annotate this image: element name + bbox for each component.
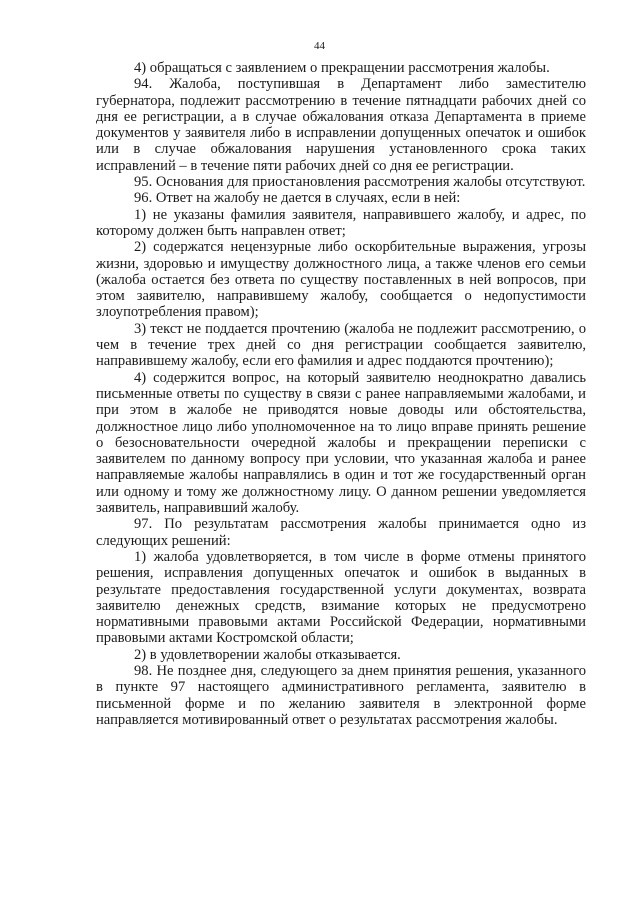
paragraph-98: 98. Не позднее дня, следующего за днем принятия решения, указанного в пункте 97 настоящего административного регламента, заявителю в письменной форме и по желанию заявителя в электронной форме направляется мотивированный ответ о результатах рассмотрения жалобы. bbox=[96, 662, 586, 728]
page-number: 44 bbox=[314, 40, 325, 52]
document-body bbox=[96, 60, 586, 728]
paragraph-item-4-withdraw: 4) обращаться с заявлением о прекращении рассмотрения жалобы. bbox=[134, 60, 550, 76]
paragraph-96-item-3: 3) текст не поддается прочтению (жалоба не подлежит рассмотрению, о чем в течение трех дней со дня регистрации сообщается заявителю, направившему жалобу, если его фамилия и адрес поддаются прочтению); bbox=[96, 320, 586, 370]
paragraph-97-item-2: 2) в удовлетворении жалобы отказывается. bbox=[134, 646, 401, 663]
paragraph-96-item-2: 2) содержатся нецензурные либо оскорбительные выражения, угрозы жизни, здоровью и имуществу должностного лица, а также членов его семьи (жалоба остается без ответа по существу поставленных в ней вопросов, при этом заявителю, направившему жалобу, сообщается о недопустимости злоупотребления правом); bbox=[96, 239, 586, 321]
paragraph-97: 97. По результатам рассмотрения жалобы принимается одно из следующих решений: bbox=[96, 516, 586, 549]
paragraph-95: 95. Основания для приостановления рассмотрения жалобы отсутствуют. bbox=[134, 174, 586, 191]
paragraph-96-item-1: 1) не указаны фамилия заявителя, направившего жалобу, и адрес, по которому должен быть направлен ответ; bbox=[96, 206, 586, 239]
paragraph-97-item-1: 1) жалоба удовлетворяется, в том числе в форме отмены принятого решения, исправления допущенных опечаток и ошибок в выданных в результате предоставления государственной услуги документах, возврата заявителю денежных средств, взимание которых не предусмотрено нормативными правовыми актами Российской Федерации, нормативными правовыми актами Костромской области; bbox=[96, 548, 586, 647]
paragraph-96-item-4: 4) содержится вопрос, на который заявителю неоднократно давались письменные ответы по существу в связи с ранее направляемыми жалобами, и при этом в жалобе не приводятся новые доводы или обстоятельства, должностное лицо либо уполномоченное на то лицо вправе принять решение о безосновательности очередной жалобы и прекращении переписки с заявителем по данному вопросу при условии, что указанная жалоба и ранее направляемые жалобы направлялись в один и тот же государственный орган или одному и тому же должностному лицу. О данном решении уведомляется заявитель, направивший жалобу. bbox=[96, 369, 586, 517]
paragraph-94: 94. Жалоба, поступившая в Департамент либо заместителю губернатора, подлежит рассмотрению в течение пятнадцати рабочих дней со дня ее регистрации, а в случае обжалования отказа Департамента в приеме документов у заявителя либо в исправлении допущенных опечаток и ошибок или в случае обжалования нарушения установленного срока таких исправлений – в течение пяти рабочих дней со дня ее регистрации. bbox=[96, 76, 586, 174]
paragraph-96: 96. Ответ на жалобу не дается в случаях, если в ней: bbox=[134, 190, 461, 207]
